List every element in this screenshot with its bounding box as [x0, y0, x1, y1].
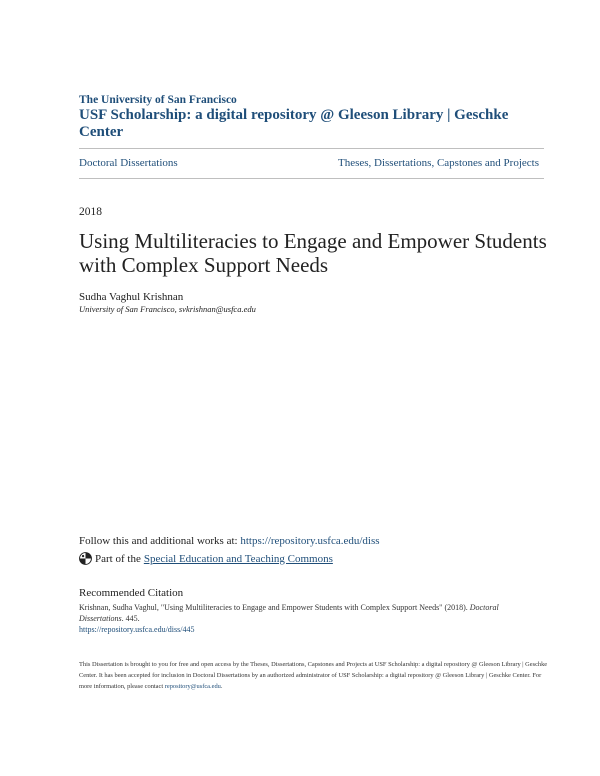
citation-url-link[interactable]: https://repository.usfca.edu/diss/445	[79, 625, 195, 634]
commons-network-icon	[79, 552, 92, 565]
follow-line	[79, 535, 380, 547]
notice-text: This Dissertation is brought to you for free and open access by the Theses, Dissertations, Capstones and Projects at USF Scholarship: a digital repository @ Gleeson Library | Geschke Center. It has been accepted for inclusion in Doctoral Dissertations by an authorized administrator of USF Scholarship: a digital repository @ Gleeson Library | Geschke Center. For more information, please contact	[79, 661, 548, 690]
institution-name: The University of San Francisco	[79, 94, 237, 106]
part-of-line	[79, 552, 333, 565]
document-title: Using Multiliteracies to Engage and Empower Students with Complex Support Needs	[79, 229, 547, 277]
repository-title: USF Scholarship: a digital repository @ Gleeson Library | Geschke Center	[79, 107, 509, 140]
citation-series: Doctoral Dissertations	[79, 603, 499, 623]
special-education-commons-link[interactable]: Special Education and Teaching Commons	[143, 552, 333, 565]
doctoral-dissertations-link[interactable]: Doctoral Dissertations	[79, 157, 178, 169]
notice-end: .	[220, 683, 223, 690]
part-of-text: Part of the	[95, 552, 141, 565]
author-affiliation: University of San Francisco, svkrishnan@usfca.edu	[79, 304, 256, 314]
citation-block	[79, 602, 544, 635]
recommended-citation-heading: Recommended Citation	[79, 587, 184, 599]
divider-top	[79, 148, 544, 149]
repository-url-link[interactable]: https://repository.usfca.edu/diss	[240, 535, 380, 547]
citation-number: . 445.	[121, 614, 140, 623]
repository-email-link[interactable]: repository@usfca.edu	[164, 683, 221, 690]
follow-text: Follow this and additional works at:	[79, 535, 238, 547]
divider-bottom	[79, 178, 544, 179]
citation-text: Krishnan, Sudha Vaghul, "Using Multiliteracies to Engage and Empower Students with Complex Support Needs" (2018).	[79, 603, 468, 612]
theses-dissertations-link[interactable]: Theses, Dissertations, Capstones and Projects	[337, 157, 539, 169]
publication-year: 2018	[79, 206, 102, 218]
access-notice	[79, 659, 549, 692]
author-name: Sudha Vaghul Krishnan	[79, 291, 184, 303]
